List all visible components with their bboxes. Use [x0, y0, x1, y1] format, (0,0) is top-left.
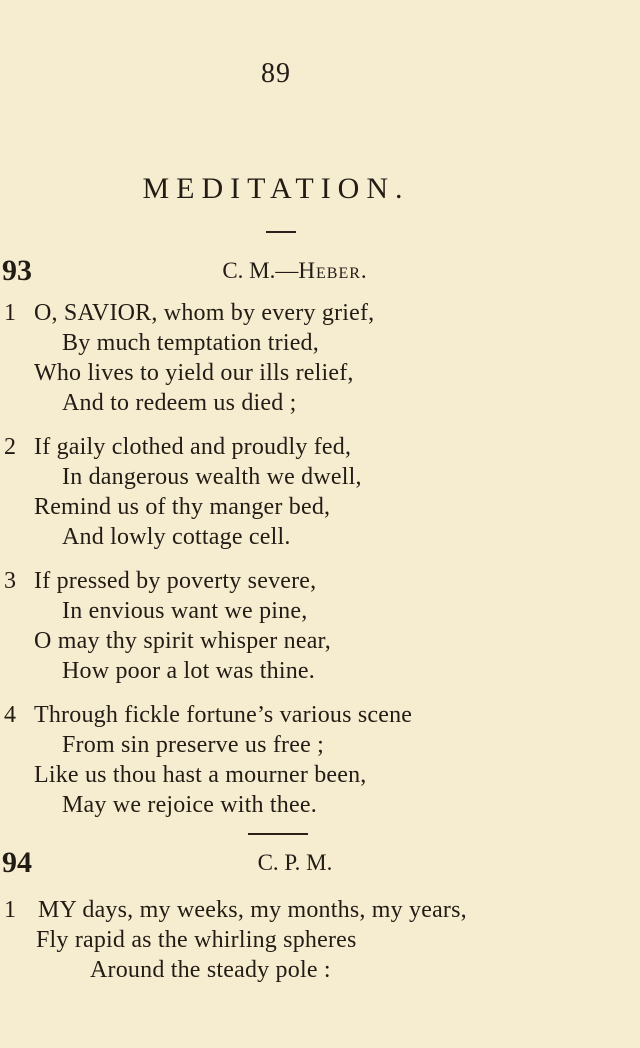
- hymn-number: 93: [2, 254, 32, 287]
- verse-line: In envious want we pine,: [62, 598, 308, 624]
- verse-line: Like us thou hast a mourner been,: [34, 762, 367, 788]
- verse-line: How poor a lot was thine.: [62, 658, 315, 684]
- title-rule: [266, 231, 296, 233]
- verse-line: O, SAVIOR, whom by every grief,: [34, 300, 375, 326]
- hymn-author: Heber.: [298, 258, 368, 283]
- hymn-number: 94: [2, 846, 32, 879]
- meter-text: C. M.—: [222, 258, 299, 283]
- verse-number: 2: [4, 434, 16, 460]
- verse-line: By much temptation tried,: [62, 330, 319, 356]
- verse-line: In dangerous wealth we dwell,: [62, 464, 362, 490]
- page-number: 89: [261, 58, 291, 89]
- verse-line: MY days, my weeks, my months, my years,: [38, 897, 467, 923]
- verse-line: If gaily clothed and proudly fed,: [34, 434, 352, 460]
- section-title: MEDITATION.: [142, 172, 410, 205]
- verse-line: And to redeem us died ;: [62, 390, 297, 416]
- verse-line: Around the steady pole :: [90, 957, 331, 983]
- verse-line: May we rejoice with thee.: [62, 792, 317, 818]
- verse-number: 1: [4, 300, 16, 326]
- verse-line: O may thy spirit whisper near,: [34, 628, 331, 654]
- hymn-divider: [248, 833, 308, 835]
- verse-number: 3: [4, 568, 16, 594]
- verse-line: From sin preserve us free ;: [62, 732, 324, 758]
- verse-number: 1: [4, 897, 16, 923]
- verse-line: And lowly cottage cell.: [62, 524, 291, 550]
- hymn-meter: C. P. M.: [257, 850, 333, 875]
- verse-line: If pressed by poverty severe,: [34, 568, 317, 594]
- verse-number: 4: [4, 702, 16, 728]
- verse-line: Who lives to yield our ills relief,: [34, 360, 354, 386]
- hymn-meter: [170, 258, 420, 284]
- verse-line: Fly rapid as the whirling spheres: [36, 927, 357, 953]
- verse-line: Remind us of thy manger bed,: [34, 494, 331, 520]
- verse-line: Through fickle fortune’s various scene: [34, 702, 413, 728]
